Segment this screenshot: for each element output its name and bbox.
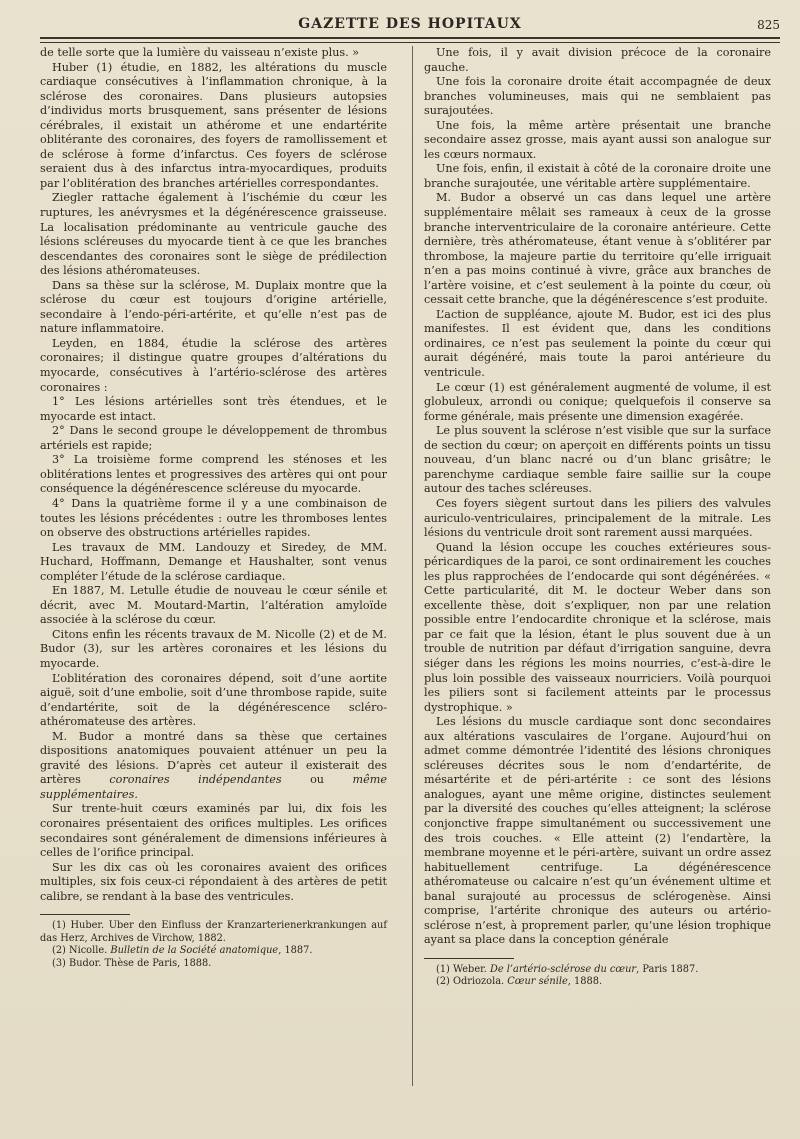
paragraph: Une fois la coronaire droite était accompagnée de deux branches volumineuses, mais qui ne semblaient pas surajoutées. bbox=[424, 75, 771, 118]
text-run-italic: Cœur sénile bbox=[507, 976, 568, 988]
column-separator bbox=[412, 46, 413, 1086]
list-item: 1° Les lésions artérielles sont très étendues, et le myocarde est intact. bbox=[40, 395, 387, 423]
paragraph: Ces foyers siègent surtout dans les piliers des valvules auriculo-ventriculaires, principalement de la mitrale. Les lésions du ventricule droit sont rarement aussi marquées. bbox=[424, 496, 771, 540]
paragraph: Citons enfin les récents travaux de M. Nicolle (2) et de M. Budor (3), sur les artères coronaires et les lésions du myocarde. bbox=[40, 627, 387, 670]
paragraph: Une fois, il y avait division précoce de la coronaire gauche. bbox=[424, 46, 771, 74]
running-title: GAZETTE DES HOPITAUX bbox=[298, 16, 522, 32]
text-run-italic: De l’artério-sclérose du cœur bbox=[489, 963, 637, 975]
paragraph: Les lésions du muscle cardiaque sont donc secondaires aux altérations vasculaires de l’organe. Aujourd’hui on admet comme démontrée l’identité des lésions chroniques scléreuses décrites sous le nom d’endartérite, de mésartérite et de péri-artérite : ce sont des lésions analogues, ayant une même origine, distinctes seulement par la diversité des couches qu’elles atteignent; la sclérose conjonctive frappe simultanément ou successivement une des trois couches. « Elle atteint (2) l’endartère, la membrane moyenne et le péri-artère, suivant un ordre assez habituellement centrifuge. La dégénérescence athéromateuse ou calcaire n’est qu’un événement ultime et banal surajouté au processus de sclérogenèse. Ainsi comprise, l’artérite chronique des auteurs ou artério-sclérose n’est, à proprement parler, qu’une lésion trophique ayant sa place dans la conception générale bbox=[424, 715, 771, 947]
page-number: 825 bbox=[757, 18, 780, 32]
header-rule-thin bbox=[40, 42, 780, 43]
footnote-rule bbox=[424, 958, 514, 959]
footnote bbox=[424, 976, 771, 989]
paragraph: Le plus souvent la sclérose n’est visible que sur la surface de section du cœur; on aperçoit en différents points un tissu nouveau, d’un blanc nacré ou d’un blanc grisâtre; le parenchyme cardiaque semble faire saillie sur la coupe autour des taches scléreuses. bbox=[424, 424, 771, 496]
paragraph: Les travaux de MM. Landouzy et Siredey, de MM. Huchard, Hoffmann, Demange et Haushalter, sont venus compléter l’étude de la sclérose cardiaque. bbox=[40, 540, 387, 583]
paragraph: Leyden, en 1884, étudie la sclérose des artères coronaires; il distingue quatre groupes d’altérations du myocarde, consécutives à l’artério-sclérose des artères coronaires : bbox=[40, 336, 387, 394]
header-rule-thick bbox=[40, 37, 780, 39]
right-column bbox=[424, 46, 771, 989]
list-item: 2° Dans le second groupe le développement de thrombus artériels est rapide; bbox=[40, 424, 387, 452]
footnote: (3) Budor. Thèse de Paris, 1888. bbox=[52, 957, 212, 969]
page-header bbox=[40, 14, 780, 38]
paragraph: Une fois, enfin, il existait à côté de la coronaire droite une branche surajoutée, une véritable artère supplémentaire. bbox=[424, 162, 771, 190]
text-run-italic: coronaires indépendantes bbox=[109, 773, 282, 787]
footnote bbox=[424, 964, 771, 977]
paragraph bbox=[40, 730, 387, 803]
footnote: (1) Huber. Uber den Einfluss der Kranzarterienerkrankungen auf das Herz, Archives de Virchow, 1882. bbox=[40, 920, 387, 944]
text-run: , 1887. bbox=[278, 945, 313, 957]
paragraph: Une fois, la même artère présentait une branche secondaire assez grosse, mais ayant aussi son analogue sur les cœurs normaux. bbox=[424, 118, 771, 161]
paragraph: Le cœur (1) est généralement augmenté de volume, il est globuleux, arrondi ou conique; quelquefois il conserve sa forme générale, mais présente une dimension exagérée. bbox=[424, 380, 771, 423]
text-run: , 1888. bbox=[567, 976, 603, 988]
footnote bbox=[40, 945, 387, 958]
paragraph: Huber (1) étudie, en 1882, les altérations du muscle cardiaque consécutives à l’inflammation chronique, à la sclérose des coronaires. Dans plusieurs autopsies d’individus morts brusquement, sans présenter de lésions cérébrales, il existait un athérome et une endartérite oblitérante des coronaires, des foyers de ramollissement et de sclérose à forme d’infarctus. Ces foyers de sclérose seraient dus à des infarctus intra-myocardiques, produits par l’oblitération des branches artérielles correspondantes. bbox=[40, 60, 387, 190]
footnote-rule bbox=[40, 914, 130, 915]
paragraph: L’oblitération des coronaires dépend, soit d’une aortite aiguë, soit d’une embolie, soit d’une thrombose rapide, suite d’endartérite, soit de la dégénérescence scléro-athéromateuse des artères. bbox=[40, 671, 387, 729]
text-run-italic: même supplémentaires. bbox=[40, 773, 387, 801]
paragraph: Sur trente-huit cœurs examinés par lui, dix fois les coronaires présentaient des orifices multiples. Les orifices secondaires sont généralement de dimensions inférieures à celles de l’orifice principal. bbox=[40, 802, 387, 860]
list-item: 4° Dans la quatrième forme il y a une combinaison de toutes les lésions précédentes : outre les thromboses lentes on observe des obstructions artérielles rapides. bbox=[40, 496, 387, 540]
text-run: (2) Odriozola. bbox=[436, 976, 508, 988]
paragraph: En 1887, M. Letulle étudie de nouveau le cœur sénile et décrit, avec M. Moutard-Martin, l’altération amyloïde associée à la sclérose du cœur. bbox=[40, 584, 387, 627]
paragraph: L’action de suppléance, ajoute M. Budor, est ici des plus manifestes. Il est évident que, dans les conditions ordinaires, ce n’est pas seulement la pointe du cœur qui aurait dégénéré, mais toute la paroi antérieure du ventricule. bbox=[424, 307, 771, 380]
text-run: ou bbox=[281, 773, 353, 787]
paragraph: Sur les dix cas où les coronaires avaient des orifices multiples, six fois ceux-ci répondaient à des artères de petit calibre, se rendant à la base des ventricules. bbox=[40, 860, 387, 903]
paragraph: de telle sorte que la lumière du vaisseau n’existe plus. » bbox=[40, 46, 360, 59]
text-run: M. Budor a montré dans sa thèse que certaines dispositions anatomiques pouvaient atténuer un peu la gravité des lésions. D’après cet auteur il existerait des artères bbox=[40, 729, 387, 787]
paragraph: Dans sa thèse sur la sclérose, M. Duplaix montre que la sclérose du cœur est toujours d’origine artérielle, secondaire à l’endo-péri-artérite, et qu’elle n’est pas de nature inflammatoire. bbox=[40, 278, 387, 336]
paragraph: M. Budor a observé un cas dans lequel une artère supplémentaire mêlait ses rameaux à ceux de la grosse branche interventriculaire de la coronaire antérieure. Cette dernière, très athéromateuse, étant venue à s’oblitérer par thrombose, la majeure partie du territoire qu’elle irriguait n’en a pas moins continué à vivre, grâce aux branches de l’artère voisine, et c’est seulement à la pointe du cœur, où cessait cette branche, que la dégénérescence s’est produite. bbox=[424, 191, 771, 307]
text-run: , Paris 1887. bbox=[636, 963, 699, 975]
paragraph: Quand la lésion occupe les couches extérieures sous-péricardiques de la paroi, ce sont ordinairement les couches les plus rapprochées de l’endocarde qui sont dégénérées. « Cette particularité, dit M. le docteur Weber dans son excellente thèse, doit s’expliquer, non par une relation possible entre l’endocardite chronique et la sclérose, mais par ce fait que la lésion, étant le plus souvent due à un trouble de nutrition par défaut d’irrigation sanguine, devra siéger dans les régions les moins nourries, c’est-à-dire le plus loin possible des vaisseaux nourriciers. Voilà pourquoi les piliers sont si facilement atteints par le processus dystrophique. » bbox=[424, 540, 771, 714]
text-run: (1) Weber. bbox=[436, 963, 490, 975]
paragraph: Ziegler rattache également à l’ischémie du cœur les ruptures, les anévrysmes et la dégénérescence graisseuse. La localisation prédominante au ventricule gauche des lésions scléreuses du myocarde tient à ce que les branches descendantes des coronaires sont le siège de prédilection des lésions athéromateuses. bbox=[40, 191, 387, 278]
text-run-italic: Bulletin de la Société anatomique bbox=[110, 945, 279, 957]
list-item: 3° La troisième forme comprend les sténoses et les oblitérations lentes et progressives des artères qui ont pour conséquence la dégénérescence scléreuse du myocarde. bbox=[40, 453, 387, 496]
text-run: (2) Nicolle. bbox=[52, 945, 111, 957]
left-column bbox=[40, 46, 387, 970]
